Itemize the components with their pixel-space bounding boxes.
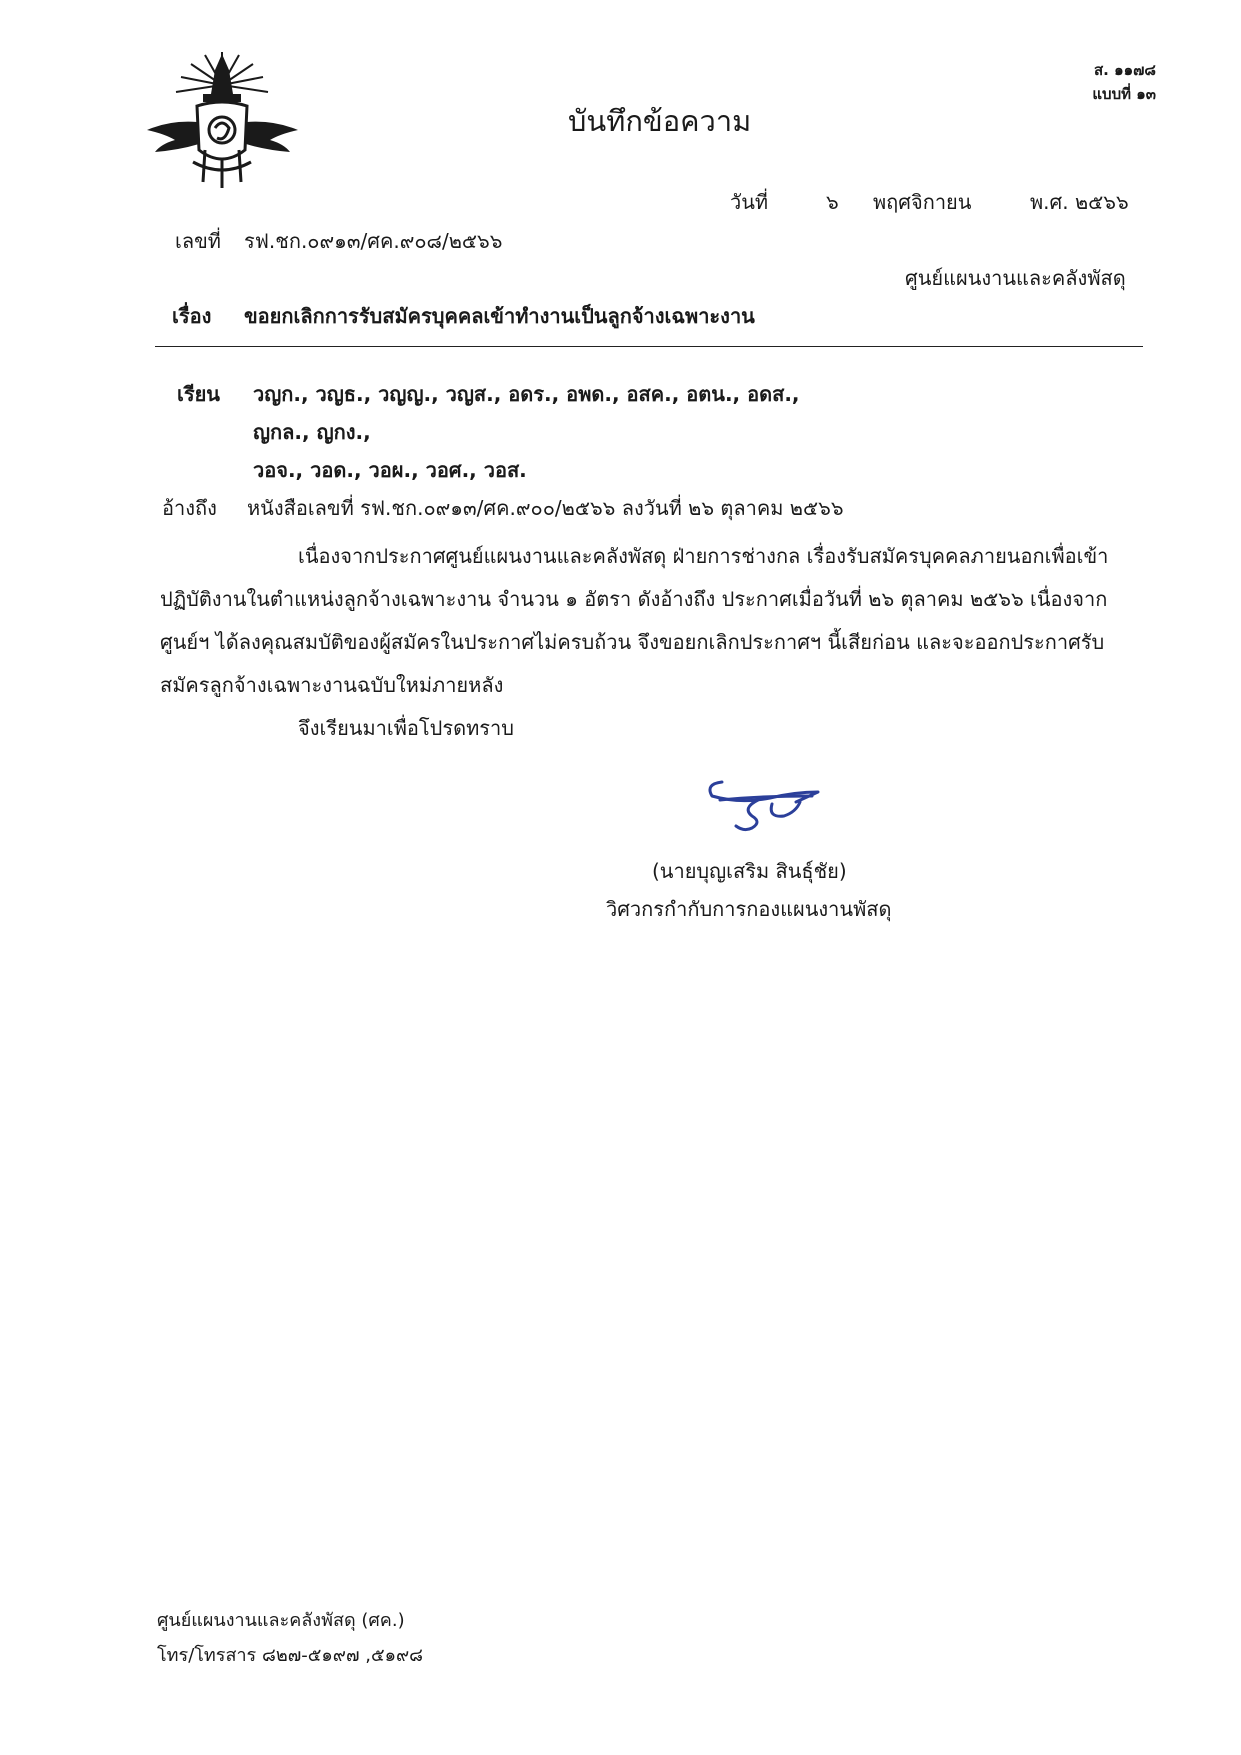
date-year: พ.ศ. ๒๕๖๖ [1030, 190, 1129, 214]
form-code [1092, 58, 1156, 106]
header-divider [155, 346, 1143, 347]
state-railway-emblem-icon [145, 50, 300, 190]
recipients-line1: วญก., วญธ., วญญ., วญส., อดร., อพด., อสค., อตน., อดส., [253, 382, 800, 406]
date-month: พฤศจิกายน [873, 190, 972, 214]
subject-value: ขอยกเลิกการรับสมัครบุคคลเข้าทำงานเป็นลูกจ้างเฉพาะงาน [244, 304, 755, 328]
signer-name: (นายบุญเสริม สินธุ์ชัย) [652, 859, 847, 883]
reference-label: อ้างถึง [162, 496, 217, 520]
reference-value: หนังสือเลขที่ รฟ.ชก.๐๙๑๓/ศค.๙๐๐/๒๕๖๖ ลงวันที่ ๒๖ ตุลาคม ๒๕๖๖ [247, 496, 844, 520]
date-label: วันที่ [730, 190, 769, 214]
subject-label: เรื่อง [172, 304, 212, 328]
footer-office: ศูนย์แผนงานและคลังพัสดุ (ศค.) [157, 1610, 405, 1631]
department: ศูนย์แผนงานและคลังพัสดุ [905, 266, 1126, 290]
recipients-label: เรียน [177, 382, 220, 406]
closing-line: จึงเรียนมาเพื่อโปรดทราบ [298, 716, 514, 740]
signer-position: วิศวกรกำกับการกองแผนงานพัสดุ [606, 897, 892, 921]
form-code-line2: แบบที่ ๑๓ [1092, 85, 1156, 103]
form-code-line1: ส. ๑๑๗๘ [1094, 61, 1156, 79]
recipients-line2: ญกล., ญกง., [253, 420, 371, 444]
date-day: ๖ [826, 190, 839, 214]
doc-number-label: เลขที่ [175, 229, 221, 253]
body-text: เนื่องจากประกาศศูนย์แผนงานและคลังพัสดุ ฝ่ายการช่างกล เรื่องรับสมัครบุคคลภายนอกเพื่อเข้าปฏิบัติงานในตำแหน่งลูกจ้างเฉพาะงาน จำนวน ๑ อัตรา ดังอ้างถึง ประกาศเมื่อวันที่ ๒๖ ตุลาคม ๒๕๖๖ เนื่องจากศูนย์ฯ ได้ลงคุณสมบัติของผู้สมัครในประกาศไม่ครบถ้วน จึงขอยกเลิกประกาศฯ นี้เสียก่อน และจะออกประกาศรับสมัครลูกจ้างเฉพาะงานฉบับใหม่ภายหลัง [160, 544, 1109, 697]
memo-title: บันทึกข้อความ [568, 104, 752, 138]
footer-phone: โทร/โทรสาร ๘๒๗-๕๑๙๗ ,๕๑๙๘ [157, 1645, 424, 1666]
doc-number-value: รฟ.ชก.๐๙๑๓/ศค.๙๐๘/๒๕๖๖ [244, 229, 503, 253]
body-paragraph [160, 535, 1120, 707]
recipients-line3: วอจ., วอด., วอผ., วอศ., วอส. [253, 458, 527, 482]
signature-icon [700, 770, 830, 840]
